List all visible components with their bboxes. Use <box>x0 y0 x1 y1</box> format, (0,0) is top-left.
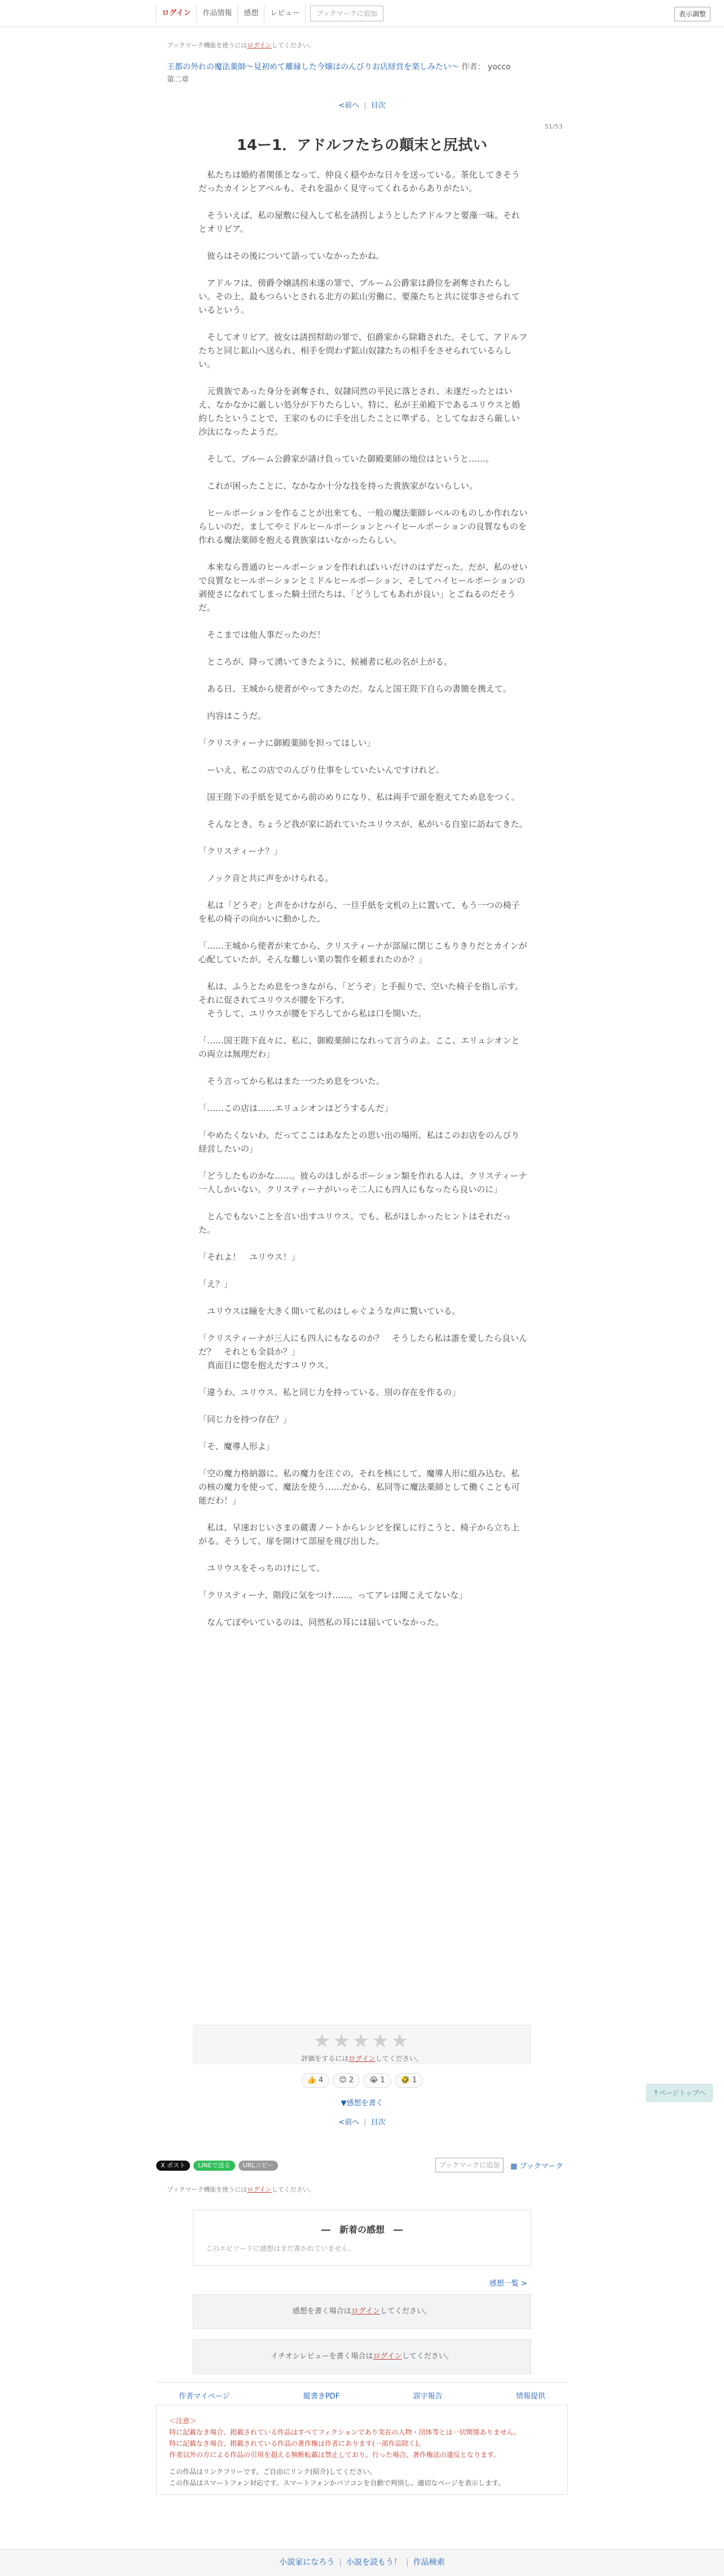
body-paragraph: 元貴族であった身分を剥奪され、奴隷同然の平民に落とされ、未遂だったとはいえ、なかなかに厳しい処分が下りたらしい。特に、私が王弟殿下であるユリウスと婚約したということで、王家のものに手を出したことに準ずる、としてなおさら厳しい沙汰になったようだ。 <box>198 386 520 437</box>
prev-link[interactable]: <前へ <box>338 101 360 110</box>
bookmark-note-login-link[interactable]: ログイン <box>247 42 272 49</box>
body-paragraph <box>198 195 528 209</box>
footer-author-page-link[interactable]: 作者マイページ <box>179 2392 230 2401</box>
notice-line: この作品はスマートフォン対応です。スマートフォンかパソコンを自動で判別し、適切なページを表示します。 <box>169 2479 505 2487</box>
bookmark-area <box>435 2158 563 2172</box>
bookmark-note-text-end: してください。 <box>271 42 315 49</box>
body-paragraph <box>198 966 528 980</box>
reaction-thumbs-up[interactable]: 👍 4 <box>301 2073 330 2088</box>
body-paragraph <box>198 1602 528 1615</box>
reaction-smile[interactable]: 😊 2 <box>333 2073 360 2088</box>
bottom-link-search[interactable]: 作品検索 <box>413 2558 445 2567</box>
body-paragraph: 私たちは婚約者関係となって、仲良く穏やかな日々を送っている。茶化してきそうだったカインとアベルも、それを温かく見守ってくれるからありがたい。 <box>198 170 520 193</box>
body-paragraph: 「違うわ、ユリウス。私と同じ力を持っている、別の存在を作るの」 <box>198 1387 461 1397</box>
body-paragraph <box>198 1264 528 1277</box>
body-paragraph: 「クリスティーナに御殿薬師を担ってほしい」 <box>198 738 376 748</box>
body-paragraph <box>198 1318 528 1331</box>
body-paragraph: そうして、ユリウスが腰を下ろしてから私は口を開いた。 <box>198 1008 427 1019</box>
bottom-bar <box>0 2549 724 2576</box>
body-paragraph: そんなとき、ちょうど我が家に訪れていたユリウスが、私がいる自室に訪ねてきた。 <box>198 819 528 829</box>
nav-login[interactable]: ログイン <box>156 5 197 23</box>
body-paragraph: 「空の魔力格納器に、私の魔力を注ぐの。それを核にして、魔導人形に組み込む。私の核の魔力を使って、魔法を使う……だから、私同等に魔法薬師として働くことも可能だわ！」 <box>198 1468 520 1506</box>
body-paragraph: ユリウスは瞳を大きく開いて私のはしゃぐような声に驚いている。 <box>198 1306 461 1316</box>
notice-gap <box>169 2460 555 2466</box>
body-paragraph: 私は、ふうとため息をつきながら、「どうぞ」と手振りで、空いた椅子を指し示す。それに促されてユリウスが腰を下ろす。 <box>198 981 524 1005</box>
body-paragraph <box>198 1088 528 1101</box>
reaction-laugh[interactable]: 🤣 1 <box>395 2073 423 2088</box>
body-paragraph <box>198 885 528 898</box>
body-paragraph <box>198 1507 528 1521</box>
body-paragraph <box>198 723 528 736</box>
body-paragraph: 「……王城から使者が来てから、クリスティーナが部屋に閉じこもりきりだとカインが心配していたが。そんな難しい業の製作を頼まれたのか？」 <box>198 941 527 964</box>
write-impression-box <box>193 2294 531 2329</box>
body-paragraph <box>198 547 528 560</box>
bookmark-add-button-bottom[interactable]: ブックマークに追加 <box>435 2158 504 2172</box>
prev-link-bottom[interactable]: <前へ <box>338 2118 360 2127</box>
top-nav <box>156 5 383 23</box>
write-review-box <box>193 2339 531 2374</box>
bottom-link-yomou[interactable]: 小説を読もう！ <box>346 2558 401 2567</box>
bookmark-note-bottom-text-end: してください。 <box>271 2186 315 2193</box>
body-paragraph <box>198 1575 528 1588</box>
impressions-all-link[interactable]: 感想一覧 > <box>489 2280 528 2288</box>
rating-stars[interactable]: ★★★★★ <box>313 2030 411 2052</box>
body-paragraph: 私は「どうぞ」と声をかけながら、一旦手紙を文机の上に置いて、もう一つの椅子を私の椅子の向かいに動かした。 <box>198 900 520 924</box>
notice-line: この作品はリンクフリーです。ご自由にリンク(紹介)してください。 <box>169 2468 377 2476</box>
body-paragraph <box>198 1115 528 1128</box>
footer-divider <box>156 2382 568 2383</box>
body-paragraph: そう言ってから私はまた一つため息をついた。 <box>198 1076 385 1086</box>
share-line-button[interactable]: LINEで送る <box>193 2161 235 2171</box>
body-paragraph <box>198 1020 528 1034</box>
pager-separator: | <box>364 101 367 110</box>
body-paragraph <box>198 371 528 384</box>
episode-body <box>198 168 528 1629</box>
bookmark-link-label: ブックマーク <box>519 2162 563 2171</box>
write-review-link[interactable]: ▼感想を書く <box>341 2099 383 2108</box>
page-top-button[interactable]: ↑ページトップへ <box>646 2084 713 2102</box>
pager-top <box>0 99 724 110</box>
body-paragraph <box>198 1196 528 1210</box>
notice-line: 特に記載なき場合、掲載されている作品の著作権は作者にあります(一部作品除く)。 <box>169 2440 425 2447</box>
body-paragraph: ヒールポーションを作ることが出来ても、一般の魔法薬師レベルのものしか作れないらしいのだ。ましてやミドルヒールポーションとハイヒールポーションの良質なものを作れる魔法薬師を抱える貴族家はいなかったらしい。 <box>198 508 528 545</box>
body-paragraph: ところが、降って湧いてきたように、候補者に私の名が上がる。 <box>198 657 453 667</box>
write-review-text-end: してください。 <box>401 2352 453 2361</box>
body-paragraph <box>198 1291 528 1304</box>
body-paragraph <box>198 750 528 763</box>
body-paragraph <box>198 1548 528 1561</box>
reaction-cry[interactable]: 😭 1 <box>363 2073 391 2088</box>
body-paragraph: そして、ブルーム公爵家が請け負っていた御殿薬師の地位はというと……。 <box>198 454 495 464</box>
write-impression-text: 感想を書く場合は <box>292 2307 351 2316</box>
footer-links <box>156 2390 568 2401</box>
series-title-link[interactable]: 王都の外れの魔法薬師〜見初めて離縁した今嬢はのんびりお店経営を楽しみたい〜 <box>167 63 459 72</box>
footer-typo-report-link[interactable]: 誤字報告 <box>413 2392 443 2401</box>
toc-link[interactable]: 目次 <box>370 101 386 110</box>
body-paragraph <box>198 1061 528 1074</box>
write-impression-login-link[interactable]: ログイン <box>351 2307 381 2316</box>
body-paragraph <box>198 831 528 844</box>
body-paragraph <box>198 777 528 790</box>
write-impression-text-end: してください。 <box>380 2307 432 2316</box>
body-paragraph: 「……この店は……エリュシオンはどうするんだ」 <box>198 1103 393 1113</box>
bookmark-icon: ▦ <box>510 2162 520 2171</box>
bookmark-note-bottom-text: ブックマーク機能を使うには <box>167 2186 248 2193</box>
footer-info-link[interactable]: 情報提供 <box>515 2392 545 2401</box>
body-paragraph: アドルフは、傍爵令嬢誘拐未遂の罪で、ブルーム公爵家は爵位を剥奪されたらしい。その上、最もつらいとされる北方の鉱山労働に、要藻たちと共に従事させられているという。 <box>198 278 520 315</box>
rating-login-link[interactable]: ログイン <box>348 2055 376 2062</box>
body-paragraph: 「え？」 <box>198 1279 233 1289</box>
body-paragraph: 「クリスティーナ？」 <box>198 846 282 856</box>
bookmark-link[interactable] <box>510 2160 563 2171</box>
body-paragraph <box>198 1426 528 1440</box>
rating-note-text: 評価をするには <box>301 2055 349 2062</box>
bottom-link-narou[interactable]: 小説家になろう <box>279 2558 335 2567</box>
body-paragraph <box>198 1372 528 1386</box>
body-paragraph: そこまでは他人事だったのだ！ <box>198 630 326 640</box>
bookmark-note-bottom <box>167 2185 315 2194</box>
write-review-login-link[interactable]: ログイン <box>373 2352 402 2361</box>
body-paragraph: 「どうしたものかな……。彼らのほしがるポーション類を作れる人は、クリスティーナ一人しかいない。クリスティーナがいっそ二人にも四人にもなったら良いのに」 <box>198 1171 527 1194</box>
body-paragraph: 「クリスティーナ、階段に気をつけ……。ってアレは聞こえてないな」 <box>198 1590 467 1600</box>
body-paragraph <box>198 669 528 682</box>
body-paragraph <box>198 1399 528 1413</box>
bookmark-note-bottom-login-link[interactable]: ログイン <box>247 2186 272 2193</box>
notice-line: 特に記載なき場合、掲載されている作品はすべてフィクションであり実在の人物・団体等とは一切関係ありません。 <box>169 2428 521 2436</box>
body-paragraph: ノック音と共に声をかけられる。 <box>198 873 333 883</box>
body-paragraph: 国王陛下の手紙を見てから前のめりになり、私は両手で頭を抱えてため息をつく。 <box>198 792 520 802</box>
impressions-panel <box>193 2210 531 2266</box>
episode-title: 14ー1．アドルフたちの顛末と尻拭い <box>236 137 488 154</box>
toc-link-bottom[interactable]: 目次 <box>370 2118 386 2127</box>
author-label: 作者： <box>461 63 485 72</box>
body-paragraph: 「……国王陛下直々に、私に、御殿薬師になれって言うのよ。ここ、エリュシオンとの両立は無理だわ」 <box>198 1035 520 1059</box>
body-paragraph <box>198 696 528 709</box>
author-link[interactable]: yocco <box>487 63 511 72</box>
pager-bottom <box>0 2116 724 2127</box>
body-paragraph: 「クリスティーナが三人にも四人にもなるのか？ そうしたら私は誰を愛したら良いんだ？ それとも全員か？」 <box>198 1333 528 1357</box>
body-paragraph <box>198 1453 528 1467</box>
body-paragraph <box>198 493 528 506</box>
body-paragraph: これが困ったことに、なかなか十分な技を持った貴族家がないらしい。 <box>198 481 478 491</box>
body-paragraph <box>198 466 528 479</box>
impressions-empty: このエピソードに感想はまだ書かれていません。 <box>206 2245 355 2252</box>
body-paragraph <box>198 614 528 628</box>
body-paragraph: 私は、早速おじいさまの蔵書ノートからレシピを探しに行こうと、椅子から立ち上がる。そうして、扉を開けて部屋を飛び出した。 <box>198 1522 520 1546</box>
footer-pdf-link[interactable]: 縦書きPDF <box>303 2392 340 2401</box>
body-paragraph: ーいえ、私この店でのんびり仕事をしていたいんですけれど。 <box>198 765 444 775</box>
body-paragraph <box>198 317 528 330</box>
body-paragraph: ある日、王城から使者がやってきたのだ。なんと国王陛下自らの書簡を携えて。 <box>198 684 511 694</box>
body-paragraph: そういえば、私の屋敷に侵入して私を誘拐しようとしたアドルフと要藻一味。それとオリビア。 <box>198 210 520 234</box>
body-paragraph: 真面目に惚を抱えだすユリウス。 <box>198 1360 334 1370</box>
reaction-row <box>0 2073 724 2088</box>
body-paragraph <box>198 1237 528 1250</box>
body-paragraph: 「そ、魔導人形よ」 <box>198 1441 275 1451</box>
bookmark-add-button[interactable]: ブックマークに追加 <box>310 6 383 21</box>
nav-impressions[interactable]: 感想 <box>238 5 264 23</box>
pager-separator-bottom: | <box>364 2118 367 2127</box>
bookmark-note <box>167 41 315 50</box>
body-paragraph: 「やめたくないわ。だってここはあなたとの思い出の場所。私はこのお店をのんびり経営したいの」 <box>198 1130 520 1154</box>
body-paragraph: ユリウスをそっちのけにして。 <box>198 1563 325 1573</box>
body-paragraph: 内容はこうだ。 <box>198 711 267 721</box>
rating-box <box>193 2025 531 2064</box>
notice-line: 作者以外の方による作品の引用を超える無断転載は禁止しており、行った場合、著作権法の違反となります。 <box>169 2451 501 2459</box>
body-paragraph <box>198 858 528 871</box>
body-paragraph: とんでもないことを言い出すユリウス。でも、私がほしかったヒントはそれだった。 <box>198 1211 511 1235</box>
body-paragraph <box>198 236 528 249</box>
body-paragraph <box>198 926 528 939</box>
share-x-button[interactable]: X ポスト <box>156 2161 190 2171</box>
body-paragraph: 彼らはその後について語っていなかったかね。 <box>198 251 385 261</box>
body-paragraph: 本来なら普通のヒールポーションを作れればいいだけのはずだった。だが、私のせいで良質なヒールポーションとミドルヒールポーション、そしてハイヒールポーションの剥使さになれてしまった騎士団たちは、「どうしてもあれが良い」とごねるのだそうだ。 <box>198 562 528 613</box>
nav-work-info[interactable]: 作品情報 <box>197 5 238 23</box>
body-paragraph <box>198 1156 528 1169</box>
series-title <box>167 61 562 73</box>
share-copy-button[interactable]: URLコピー <box>239 2161 278 2171</box>
page-number: 51/53 <box>545 123 563 130</box>
body-paragraph: 「それよ！ ユリウス！」 <box>198 1252 300 1262</box>
rating-note <box>193 2053 531 2063</box>
body-paragraph <box>198 804 528 817</box>
write-review-text: イチオシレビューを書く場合は <box>271 2352 373 2361</box>
impressions-title: ― 新着の感想 ― <box>321 2224 403 2235</box>
body-paragraph <box>198 439 528 452</box>
body-paragraph: そしてオリビア。彼女は誘拐幇助の罪で、伯爵家から除籍された。そして、アドルフたちと同じ鉱山へ送られ、相手を問わず鉱山奴隷たちの相手をさせられているらしい。 <box>198 332 528 369</box>
top-bar <box>0 0 724 27</box>
body-paragraph <box>198 641 528 655</box>
bookmark-note-text: ブックマーク機能を使うには <box>167 42 248 49</box>
nav-reviews[interactable]: レビュー <box>264 5 306 23</box>
notice-head: ＜注意＞ <box>169 2417 197 2425</box>
body-paragraph <box>198 263 528 276</box>
chapter-name: 第二章 <box>167 76 189 84</box>
body-paragraph: 「同じ力を持つ存在？」 <box>198 1414 292 1424</box>
share-row <box>156 2161 278 2171</box>
display-settings-button[interactable]: 表示調整 <box>674 7 710 21</box>
bottom-separator: | <box>339 2558 342 2567</box>
rating-note-text-end: してください。 <box>375 2055 423 2062</box>
body-paragraph: なんてぼやいているのは、同然私の耳には届いていなかった。 <box>198 1617 444 1627</box>
notice-box <box>156 2405 568 2495</box>
bottom-separator: | <box>406 2558 409 2567</box>
